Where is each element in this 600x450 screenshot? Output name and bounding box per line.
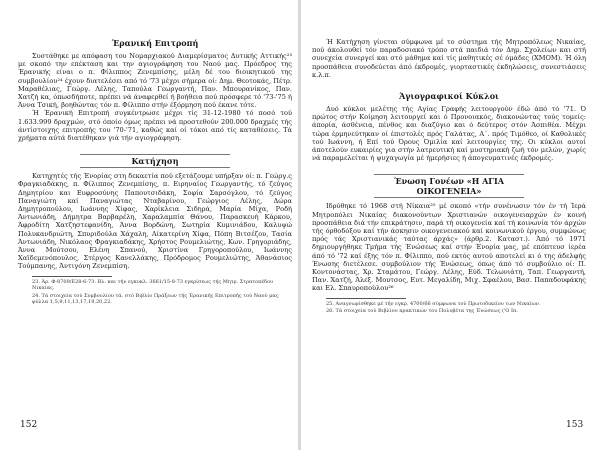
paragraph: Συστάθηκε με απόφαση του Νομαρχιακού Διαμερίσματος Δυτικής Αττικής²³ με σκοπό την επέκταση και την αγιογράφηση του Ναού μας. Πρόεδρος της Έρανικής είναι ο π. Φίλιππος Ζενεμπίσης, μέλη δέ του διοικητικού της συμβουλίου²⁴ έχουν διατελέσει από τό '73 μέχρι σήμερα οί: Δημ. Θεοτοκάς, Πέτρ. Μαραθέλιας, Γεώργ. Λέλης, Ταπούλα Γεωργαντή, Παν. Μπουρανίκος, Παν. Χατζή κα, όπωσδήποτε, πρέπει νά άναφερθεί ή βοήθεια πού πρόσφερε τό '73-'75 ή Άννα Τσική, βοηθώντας τόν π. Φίλιππο στήν έξόρμηση πού έκανε τότε. (18, 52, 292, 110)
footnote-item: 23. Άρ. Φ-8709/Ε28-6-73. Βλ. και τήν εγκυκλ. 3661/15-8-73 εγκρίσεως τής Μητρ. Στρατοπέδου Νικαίας. (32, 278, 274, 292)
paragraph: Δυό κύκλοι μελέτης τής Αγίας Γραφής λειτουργούν έδώ άπό τό '71. Ό πρώτος στήν Κοίμηση λειτουργεί και ό Προνοιακός, διακονώντας τούς τομείς: άπορία, άσθένεια, πένθος και διαζύγιο και ό δεύτερος στόν Άσπιθέα. Μέχρι τώρα έρμηνεύτηκαν οί έπιστολές πρός Γαλάτας, Α΄. πρός Τιμόθεο, οί Καθολικές τού Ιωάννη, ή Επί τού Όρους Όμιλία καί λειτουργίες της. Οι κύκλοι αυτοί άποτελούν ευκαιρίες για στήν λατρευτική καί μυστηριακή ζωή τόν μελών, χωρίς νά παραμελείται ή ψυχαγωγία μέ ήμερήσιες ή άπογευματινές έκδρομές. (312, 105, 586, 163)
footnote-rule (326, 298, 406, 299)
footnote-item: 26. Τά στοιχεία τού Βιβλίου πρακτικών του Πολυβέτα της Ένώσεως ('Ο Ιπ. (326, 308, 518, 315)
right-page (300, 0, 600, 450)
heading-agiografikoi-kykloi: Άγιογραφικοί Κύκλοι (399, 91, 499, 102)
footnotes (326, 301, 586, 315)
paragraph: Ή Κατήχηση γίνεται σύμφωνα μέ το σύστημα τής Μητροπόλεως Νικαίας, πού άκολουθεί τόν παραδοσιακό τρόπο στά παιδιά τόν Δημ. Σχολείων και στή συνεχεία συνεργεί και στό μάθημα καί τίς μαθητικές σέ όμάδες (ΧΜΟΜ). Ή όλη προσπάθεια συνοδεύεται άπό έκδρομές, γιορταστικές έκδηλώσεις, συνεστιάσεις κ.λ.π. (312, 38, 586, 79)
footnotes (32, 279, 292, 306)
heading-katichisi: Κατήχηση (80, 154, 230, 168)
heading-enosi-goneon: Ένωση Γονέων «Η ΑΓΙΑ ΟΙΚΟΓΕΝΕΙΑ» (374, 174, 524, 198)
footnote-item: 24. Τά στοιχεία τού Συμβουλίου τά. στό Βιβλίο Πράξεων τής Έρανικής Επιτροπής τού Ναού μας φύλλα 1,5,9,11,13,17,19,20,22. (32, 292, 279, 306)
footnote-item: 25. Αναγνωρίσθηκε μέ τήν εγκρ. 4700/66 σύμφωνα τού Πρωτοδικείου των Νικαίων. (326, 300, 541, 307)
page-number: 153 (566, 420, 584, 430)
paragraph: Ή Έρανική Επιτροπή συγκέντρωσε μέχρι τίς 31-12-1980 τό ποσό τού 1.633.999 δραχμών, στό όποίο όμως πρέπει νά προστεθούν 200.000 δραχμές τής άντίστοιχης επιτροπής του '70-'71, καθώς καί οί τόκοι από τίς καταθέσεις. Τά χρήματα αύτά διατέθηκαν γιά τήν αγιογράφηση. (18, 109, 292, 143)
paragraph: Ιδρύθηκε τό 1968 στή Νίκαια²⁵ μέ σκοπό «τήν συνένωσιν τόν έν τή Ίερά Μητροπόλει Νικαίας διακονούντων Χριστιανών οικογενειαρχών έν κοινή προσπάθεια διά τήν επικράτησιν, παρά τή οικογενεία καί τή κοινωνία τόν άρχών τής όρθοδόξου καί τήν άσκησιν οικογενειακού καί κοινωνικού έργου, συμφώνως πρός τάς Χριστιανικάς ταύτας άρχάς» (άρθρ.2. Καταστ.). Άπό τό 1971 δημιουργήθηκε Τμήμα τής Ένώσεως καί στήν Ένορία μας, μέ επόπτευσ ίερέα άπό τό '72 καί έξης τόν π. Φίλιππο, πού εκτός αυτού αποτελεί κι ό της άδελφής Ένωσης διετέλεσε. συμβούλιον τής Ένώσεως, όπως άπό τό συμβούλιο οί: Π. Κοντονάστας, Χρ. Σταμάτου, Γεώργ. Λέλης, Εύδ. Τελωνιάτη, Ταπ. Γεωργαντή, Παν. Χατζή, Άλεξ. Μουτσος, Ευτ. Μεγαλίδη, Μιχ. Σφαέλου, Βασ. Παπαδουφάκης και Ελ. Σπαυροπούλου²⁶ (312, 202, 586, 293)
paragraph: Κατηχητές τής Ένορίας στη δεκαετία πού εξετάζουμε υπήρξαν οί: π. Γεώργ.ς Φραγκιαδάκης, π. Φίλιππος Ζενεμπίσης, π. Ειρηναίος Γεωργαντής, τό ζεύγος Δημητρίου και Ευφροσύνης Παπουτσιδάκη, Σοφία Σαρσόγλου, τό ζεύγος Παναγιώτη καί Παναγιώτας Νταβαρίνου, Γεώργιος Λέλης, Δώρα Δημητροπούλου, Ιωάννης Χίφας, Χαρίκλεια Σιδηρά, Μαρία Μίχα, Ροδή Άντωνιάδη, Δήμητρα Βαρβαρέλη, Χαραλαμπία Θάνου, Παρασκευή Κάρκου, Άφροδίτη Χατζηστεφανίδη, Άννα Βορδώνη, Σωτηρία Κυμινιάδου, Καλυψώ Πολυκανδριώτη, Σπυριδούλα Χάχαλη, Αίκατερίνη Χίφα, Πόπη Βιτσέζου, Τασία Άντωνιάδη, Νικόλαος Φραγκιαδάκης, Χρήστος Ρουμελιώτης, Κων. Γρηγοριάδης, Άννα Μούτσου, Ελένη Σπανού, Χριστίνα Γρηγοροπούλου, Ιωάννης Χαϊδεμενόπουλος, Στέργος Κανελλάκης, Πρόδρομος Ρουμελιώτης, Άθανάσιος Τούμπανης, Άντιγόνη Ζενεμπίση. (18, 172, 292, 271)
heading-erainiki-epitropi: Έρανική Επιτροπή (111, 38, 199, 48)
page-number: 152 (20, 420, 38, 430)
footnote-rule (32, 276, 112, 277)
